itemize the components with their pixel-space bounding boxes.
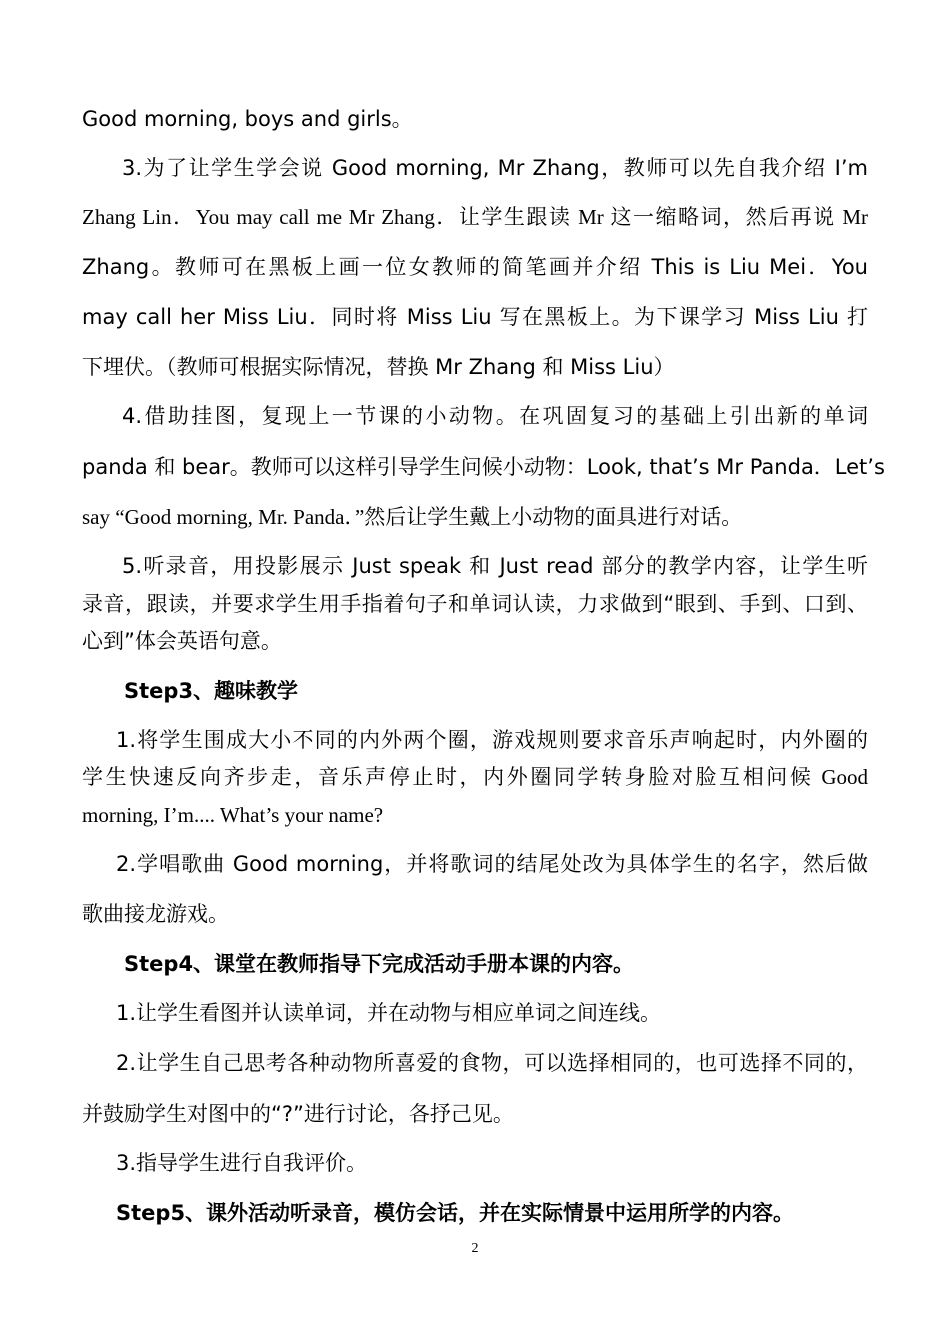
text-line: 1.让学生看图并认读单词，并在动物与相应单词之间连线。 bbox=[116, 1001, 662, 1025]
text-line: 心到”体会英语句意。 bbox=[82, 629, 282, 653]
section-heading: Step4、课堂在教师指导下完成活动手册本课的内容。 bbox=[124, 952, 635, 976]
text-line: may call her Miss Liu．同时将 Miss Liu 写在黑板上。为下课学习 Miss Liu 打 bbox=[82, 305, 868, 329]
text-line: 歌曲接龙游戏。 bbox=[82, 902, 229, 926]
text-line: panda 和 bear。教师可以这样引导学生问候小动物：Look, that’s Mr Panda．Let’s bbox=[82, 455, 885, 479]
text-line: 并鼓励学生对图中的“?”进行讨论，各抒己见。 bbox=[82, 1102, 514, 1126]
text-line: 3.指导学生进行自我评价。 bbox=[116, 1151, 368, 1175]
text-line: morning, I’m.... What’s your name? bbox=[82, 803, 384, 827]
section-heading: Step5、课外活动听录音，模仿会话，并在实际情景中运用所学的内容。 bbox=[116, 1201, 795, 1225]
text-line: 3.为了让学生学会说 Good morning, Mr Zhang，教师可以先自我介绍 I’m bbox=[122, 156, 868, 180]
text-line: 录音，跟读，并要求学生用手指着句子和单词认读，力求做到“眼到、手到、口到、 bbox=[82, 592, 868, 616]
text-line: 2.让学生自己思考各种动物所喜爱的食物，可以选择相同的，也可选择不同的， bbox=[116, 1051, 868, 1075]
text-line: say “Good morning, Mr. Panda．”然后让学生戴上小动物的面具进行对话。 bbox=[82, 505, 743, 529]
section-heading: Step3、趣味教学 bbox=[124, 679, 299, 703]
text-line: 4.借助挂图，复现上一节课的小动物。在巩固复习的基础上引出新的单词 bbox=[122, 404, 868, 428]
text-line: 5.听录音，用投影展示 Just speak 和 Just read 部分的教学内容，让学生听 bbox=[122, 554, 868, 578]
text-line: 下埋伏。（教师可根据实际情况，替换 Mr Zhang 和 Miss Liu） bbox=[82, 355, 675, 379]
text-line: Good morning, boys and girls。 bbox=[82, 107, 413, 131]
text-line: Zhang。教师可在黑板上画一位女教师的简笔画并介绍 This is Liu Mei．You bbox=[82, 255, 868, 279]
text-line: 学生快速反向齐步走，音乐声停止时，内外圈同学转身脸对脸互相问候 Good bbox=[82, 765, 868, 789]
text-line: 1.将学生围成大小不同的内外两个圈，游戏规则要求音乐声响起时，内外圈的 bbox=[116, 728, 868, 752]
text-line: 2.学唱歌曲 Good morning，并将歌词的结尾处改为具体学生的名字，然后做 bbox=[116, 852, 868, 876]
text-line: Zhang Lin．You may call me Mr Zhang．让学生跟读 Mr 这一缩略词，然后再说 Mr bbox=[82, 205, 868, 229]
page-number: 2 bbox=[471, 1241, 479, 1256]
